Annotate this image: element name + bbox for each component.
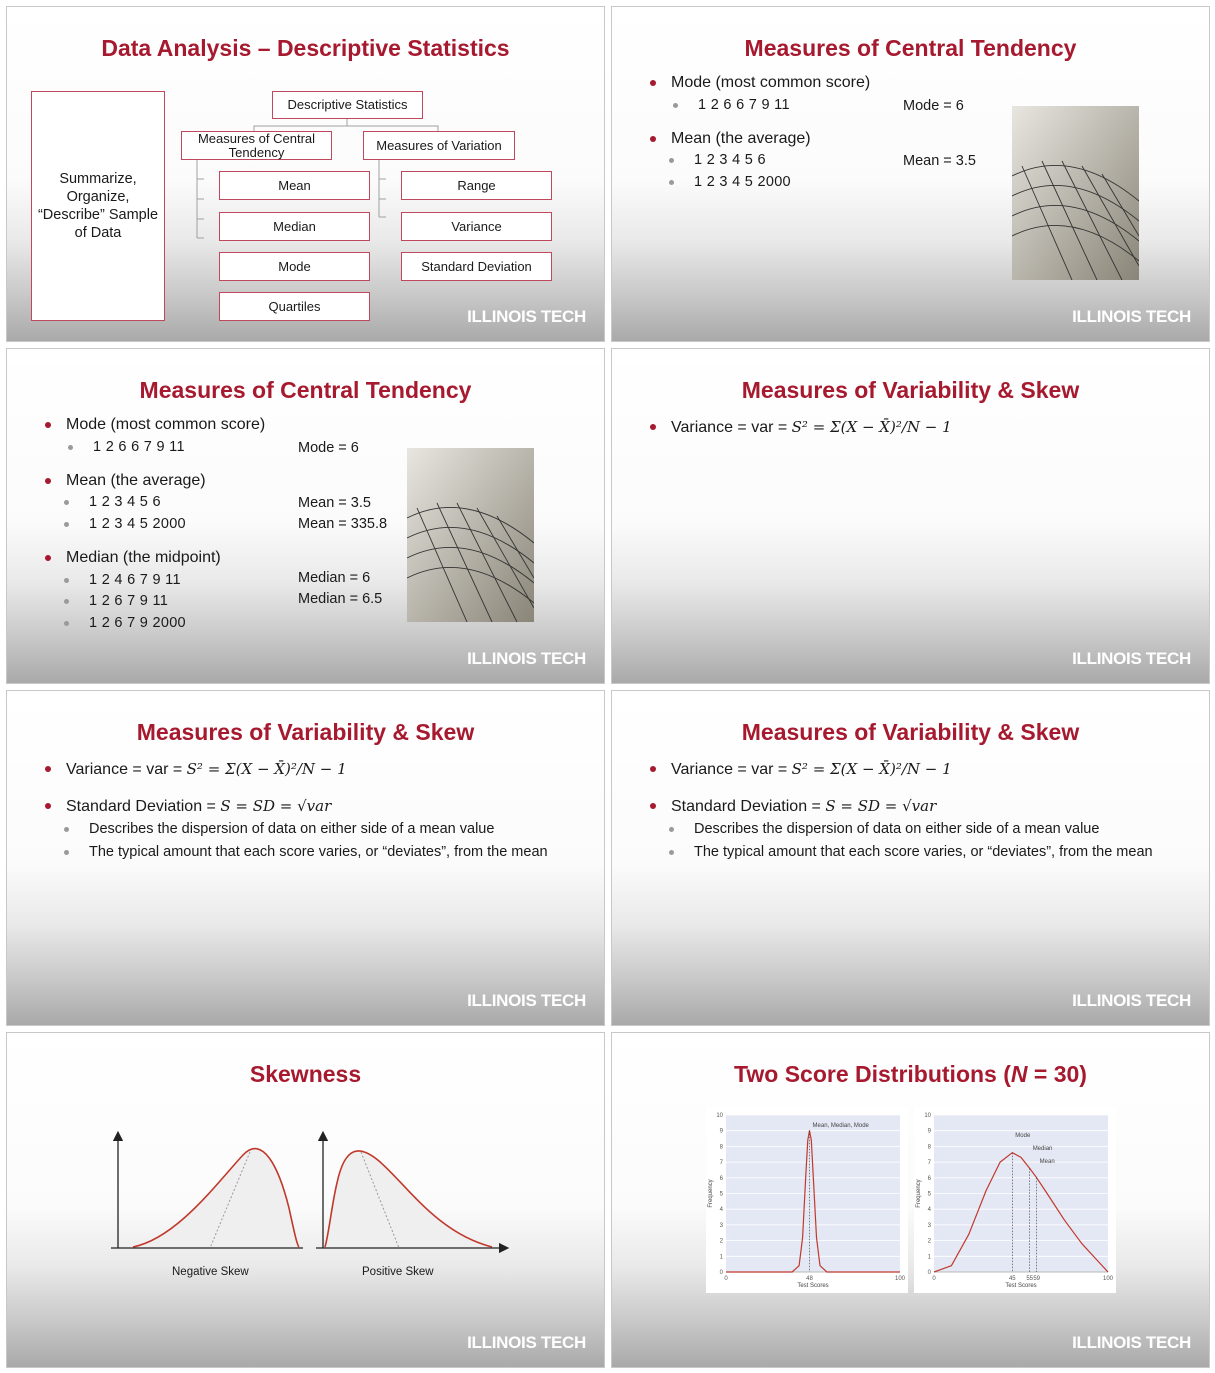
mean-box (219, 171, 370, 200)
positive-skew-fill (325, 1151, 492, 1247)
annotation-label: Median (1032, 1146, 1053, 1152)
summary-text: Summarize, Organize, “Describe” Sample of Data (37, 171, 159, 241)
illinois-tech-logo: ILLINOIS TECH (1072, 991, 1191, 1010)
y-tick-label: 10 (924, 1113, 931, 1119)
mode-data: 1 2 6 6 7 9 11 (93, 439, 185, 455)
variance-formula: S² = Σ(X − X̄)²/N − 1 (186, 760, 347, 778)
slide-title: Measures of Variability & Skew (741, 377, 1080, 403)
mean-data-2: 1 2 3 4 5 2000 (694, 174, 791, 190)
y-tick-label: 9 (719, 1128, 723, 1135)
central-tendency-box (181, 131, 332, 160)
median-value-2: Median = 6.5 (298, 591, 383, 607)
mean-value: Mean = 3.5 (903, 153, 976, 169)
variation-label: Measures of Variation (376, 137, 502, 153)
sd-formula: S = SD = √var (220, 797, 332, 815)
mode-label: Mode (278, 258, 311, 274)
graph-paper-photo (1012, 106, 1139, 280)
mean-data-1: 1 2 3 4 5 6 (694, 152, 766, 168)
slide-central-tendency-1[interactable] (611, 6, 1210, 342)
title-post: = 30) (1027, 1061, 1087, 1087)
mode-data: 1 2 6 6 7 9 11 (698, 97, 790, 113)
bullet-mean: Mean (the average) (671, 130, 811, 147)
median-box (219, 212, 370, 241)
x-tick-label: 100 (1102, 1276, 1114, 1282)
illinois-tech-logo: ILLINOIS TECH (1072, 307, 1191, 326)
y-tick-label: 5 (719, 1191, 723, 1198)
y-tick-label: 5 (927, 1191, 931, 1198)
slide-title: Measures of Variability & Skew (741, 719, 1080, 745)
sd-description-1: Describes the dispersion of data on either side of a mean value (89, 821, 495, 837)
sd-description-2: The typical amount that each score varies, or “deviates”, from the mean (694, 844, 1153, 860)
mode-value: Mode = 6 (903, 98, 964, 114)
negative-skew-label: Negative Skew (172, 1266, 249, 1278)
bullet-standard-deviation (671, 797, 936, 816)
bullet-median: Median (the midpoint) (66, 549, 221, 566)
y-tick-label: 1 (927, 1254, 931, 1261)
bullet-standard-deviation (66, 797, 331, 816)
variance-formula: S² = Σ(X − X̄)²/N − 1 (791, 418, 952, 436)
annotation-label: Mode (1015, 1133, 1031, 1139)
y-tick-label: 4 (719, 1207, 723, 1214)
bullet-mode: Mode (most common score) (66, 416, 266, 433)
illinois-tech-logo: ILLINOIS TECH (467, 991, 586, 1010)
mean-data-1: 1 2 3 4 5 6 (89, 494, 161, 510)
x-tick-label: 45 (1008, 1276, 1016, 1282)
slide-title: Skewness (249, 1061, 362, 1087)
positive-skew-label: Positive Skew (362, 1266, 434, 1278)
quartiles-label: Quartiles (268, 298, 321, 314)
descriptive-statistics-box (272, 91, 423, 119)
variance-formula: S² = Σ(X − X̄)²/N − 1 (791, 760, 952, 778)
x-axis-label: Test Scores (797, 1283, 829, 1289)
range-label: Range (457, 177, 496, 193)
mean-value-1: Mean = 3.5 (298, 495, 371, 511)
y-tick-label: 6 (927, 1175, 931, 1182)
median-label: Median (273, 218, 316, 234)
graph-paper-photo (407, 448, 534, 622)
y-tick-label: 8 (719, 1144, 723, 1151)
y-tick-label: 7 (927, 1160, 931, 1167)
y-tick-label: 0 (927, 1270, 931, 1276)
x-tick-label: 0 (932, 1276, 936, 1282)
descriptive-statistics-label: Descriptive Statistics (287, 97, 408, 112)
quartiles-box (219, 292, 370, 321)
slide-variability-3[interactable] (611, 690, 1210, 1026)
skew-diagram (7, 1033, 604, 1367)
slide-central-tendency-2[interactable] (6, 348, 605, 684)
sd-prefix: Standard Deviation = (671, 798, 826, 815)
median-data-2: 1 2 6 7 9 11 (89, 593, 169, 609)
illinois-tech-logo: ILLINOIS TECH (467, 307, 586, 326)
y-axis-label: Frequency (916, 1179, 922, 1208)
slide-descriptive-statistics[interactable] (6, 6, 605, 342)
y-tick-label: 2 (719, 1238, 723, 1245)
mode-box (219, 252, 370, 281)
standard-deviation-label: Standard Deviation (421, 258, 532, 274)
bullet-variance (66, 760, 347, 779)
variance-prefix: Variance = var = (671, 419, 792, 436)
bullet-variance (671, 418, 952, 437)
y-tick-label: 3 (927, 1222, 931, 1229)
x-tick-label: 100 (894, 1276, 906, 1282)
y-tick-label: 0 (719, 1270, 723, 1276)
slide-title: Measures of Variability & Skew (136, 719, 475, 745)
slide-title: Measures of Central Tendency (139, 377, 472, 403)
mode-value: Mode = 6 (298, 440, 359, 456)
sd-formula: S = SD = √var (825, 797, 937, 815)
slide-title (612, 1061, 1209, 1088)
median-value-1: Median = 6 (298, 570, 371, 586)
mean-label: Mean (278, 177, 311, 193)
slide-variability-1[interactable] (611, 348, 1210, 684)
y-tick-label: 7 (719, 1160, 723, 1167)
title-n: N (1010, 1061, 1028, 1087)
y-tick-label: 9 (927, 1128, 931, 1135)
median-data-3: 1 2 6 7 9 2000 (89, 615, 186, 631)
sd-prefix: Standard Deviation = (66, 798, 221, 815)
variance-prefix: Variance = var = (671, 761, 792, 778)
chart-panel-1 (706, 1107, 908, 1293)
bullet-mean: Mean (the average) (66, 472, 206, 489)
y-tick-label: 8 (927, 1144, 931, 1151)
y-tick-label: 4 (927, 1207, 931, 1214)
y-axis-label: Frequency (708, 1179, 714, 1208)
bullet-variance (671, 760, 952, 779)
annotation-label: Mean (1039, 1159, 1055, 1165)
slide-skewness[interactable] (6, 1032, 605, 1368)
slide-title: Data Analysis – Descriptive Statistics (101, 35, 510, 61)
variance-label: Variance (451, 218, 502, 234)
x-tick-label: 48 (806, 1276, 813, 1282)
standard-deviation-box (401, 252, 552, 281)
y-tick-label: 10 (716, 1113, 723, 1119)
mean-data-2: 1 2 3 4 5 2000 (89, 516, 186, 532)
sd-description-2: The typical amount that each score varies, or “deviates”, from the mean (89, 844, 548, 860)
y-tick-label: 1 (719, 1254, 723, 1261)
annotation-label: Mean, Median, Mode (812, 1123, 869, 1129)
y-tick-label: 6 (719, 1175, 723, 1182)
variation-box (363, 131, 515, 160)
slide-variability-2[interactable] (6, 690, 605, 1026)
y-tick-label: 3 (719, 1222, 723, 1229)
illinois-tech-logo: ILLINOIS TECH (467, 649, 586, 668)
x-axis-label: Test Scores (1005, 1283, 1037, 1289)
x-tick-label: 59 (1033, 1276, 1041, 1282)
range-box (401, 171, 552, 200)
illinois-tech-logo: ILLINOIS TECH (1072, 1333, 1191, 1352)
variance-prefix: Variance = var = (66, 761, 187, 778)
chart-panel-2 (914, 1107, 1116, 1293)
title-pre: Two Score Distributions ( (734, 1061, 1011, 1087)
median-data-1: 1 2 4 6 7 9 11 (89, 572, 181, 588)
slide-two-score-distributions[interactable] (611, 1032, 1210, 1368)
slide-title: Measures of Central Tendency (744, 35, 1077, 61)
negative-skew-fill (133, 1149, 299, 1247)
central-tendency-label: Measures of Central Tendency (197, 130, 316, 160)
illinois-tech-logo: ILLINOIS TECH (1072, 649, 1191, 668)
sd-description-1: Describes the dispersion of data on either side of a mean value (694, 821, 1100, 837)
bullet-mode: Mode (most common score) (671, 74, 871, 91)
variance-box (401, 212, 552, 241)
mean-value-2: Mean = 335.8 (298, 516, 388, 532)
illinois-tech-logo: ILLINOIS TECH (467, 1333, 586, 1352)
distribution-charts (706, 1107, 1116, 1293)
y-tick-label: 2 (927, 1238, 931, 1245)
x-tick-label: 55 (1026, 1276, 1034, 1282)
x-tick-label: 0 (724, 1276, 728, 1282)
